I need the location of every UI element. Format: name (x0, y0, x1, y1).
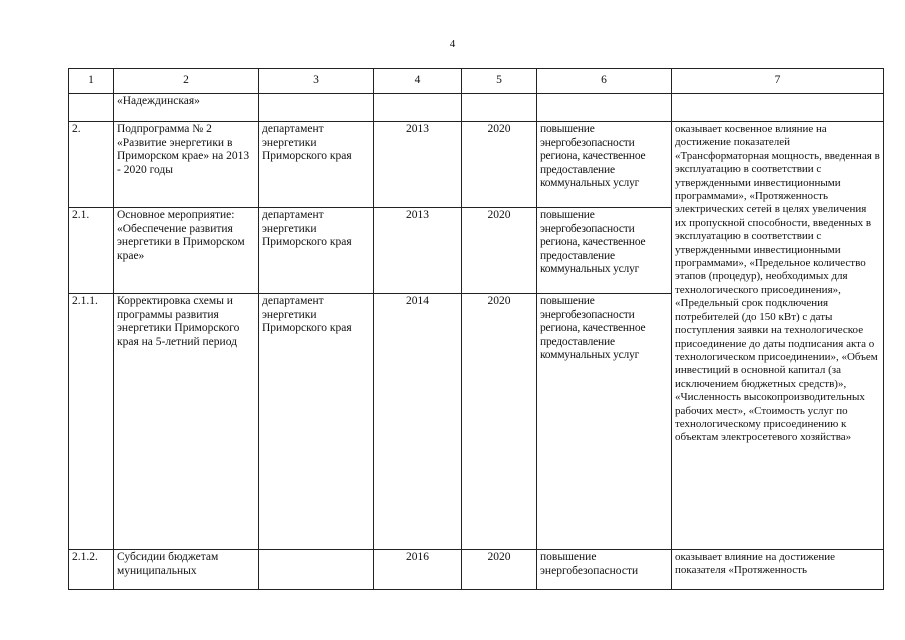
column-header: 4 (374, 69, 462, 94)
expected-result (537, 94, 672, 122)
page-number: 4 (449, 38, 456, 50)
column-header: 1 (69, 69, 114, 94)
executor: департамент энергетики Приморского края (259, 294, 374, 550)
row-number: 2.1.2. (69, 550, 114, 590)
expected-result: повышение энергобезопасности региона, качественное предоставление коммунальных услуг (537, 208, 672, 294)
column-header: 3 (259, 69, 374, 94)
end-year: 2020 (462, 294, 537, 550)
executor (259, 550, 374, 590)
column-header: 2 (114, 69, 259, 94)
column-header: 5 (462, 69, 537, 94)
row-number: 2. (69, 122, 114, 208)
header-row (69, 69, 884, 94)
merged-influence: оказывает косвенное влияние на достижение показателей «Трансформаторная мощность, введенная в эксплуатацию в соответствии с утвержденными инвестиционными программами», «Протяженность электрических сетей в целях увеличения их пропускной способности, введенных в эксплуатацию в соответствии с утвержденными инвестиционными программами», «Предельное количество этапов (процедур), необходимых для технологического присоединения», «Предельный срок подключения потребителей (до 150 кВт) с даты поступления заявки на технологическое присоединение до даты подписания акта о технологическом присоединении», «Объем инвестиций в основной капитал (за исключением бюджетных средств)», «Численность высокопроизводительных рабочих мест», «Стоимость услуг по технологическому присоединению к объектам электросетевого хозяйства» (672, 122, 884, 550)
table-row (69, 122, 884, 208)
event-name: Субсидии бюджетам муниципальных (114, 550, 259, 590)
end-year: 2020 (462, 208, 537, 294)
expected-result: повышение энергобезопасности региона, качественное предоставление коммунальных услуг (537, 122, 672, 208)
column-header: 6 (537, 69, 672, 94)
end-year: 2020 (462, 122, 537, 208)
row-number: 2.1. (69, 208, 114, 294)
event-name: «Надеждинская» (114, 94, 259, 122)
expected-result: повышение энергобезопасности (537, 550, 672, 590)
event-name: Подпрограмма № 2 «Развитие энергетики в Приморском крае» на 2013 - 2020 годы (114, 122, 259, 208)
column-header: 7 (672, 69, 884, 94)
row-number: 2.1.1. (69, 294, 114, 550)
end-year: 2020 (462, 550, 537, 590)
influence-cell (672, 94, 884, 122)
table-row (69, 94, 884, 122)
program-table (68, 68, 884, 590)
executor: департамент энергетики Приморского края (259, 208, 374, 294)
start-year: 2014 (374, 294, 462, 550)
executor (259, 94, 374, 122)
row-number (69, 94, 114, 122)
start-year (374, 94, 462, 122)
executor: департамент энергетики Приморского края (259, 122, 374, 208)
table-row (69, 550, 884, 590)
end-year (462, 94, 537, 122)
influence-cell: оказывает влияние на достижение показателя «Протяженность (672, 550, 884, 590)
event-name: Корректировка схемы и программы развития энергетики Приморского края на 5-летний период (114, 294, 259, 550)
start-year: 2016 (374, 550, 462, 590)
start-year: 2013 (374, 208, 462, 294)
start-year: 2013 (374, 122, 462, 208)
event-name: Основное мероприятие: «Обеспечение развития энергетики в Приморском крае» (114, 208, 259, 294)
expected-result: повышение энергобезопасности региона, качественное предоставление коммунальных услуг (537, 294, 672, 550)
